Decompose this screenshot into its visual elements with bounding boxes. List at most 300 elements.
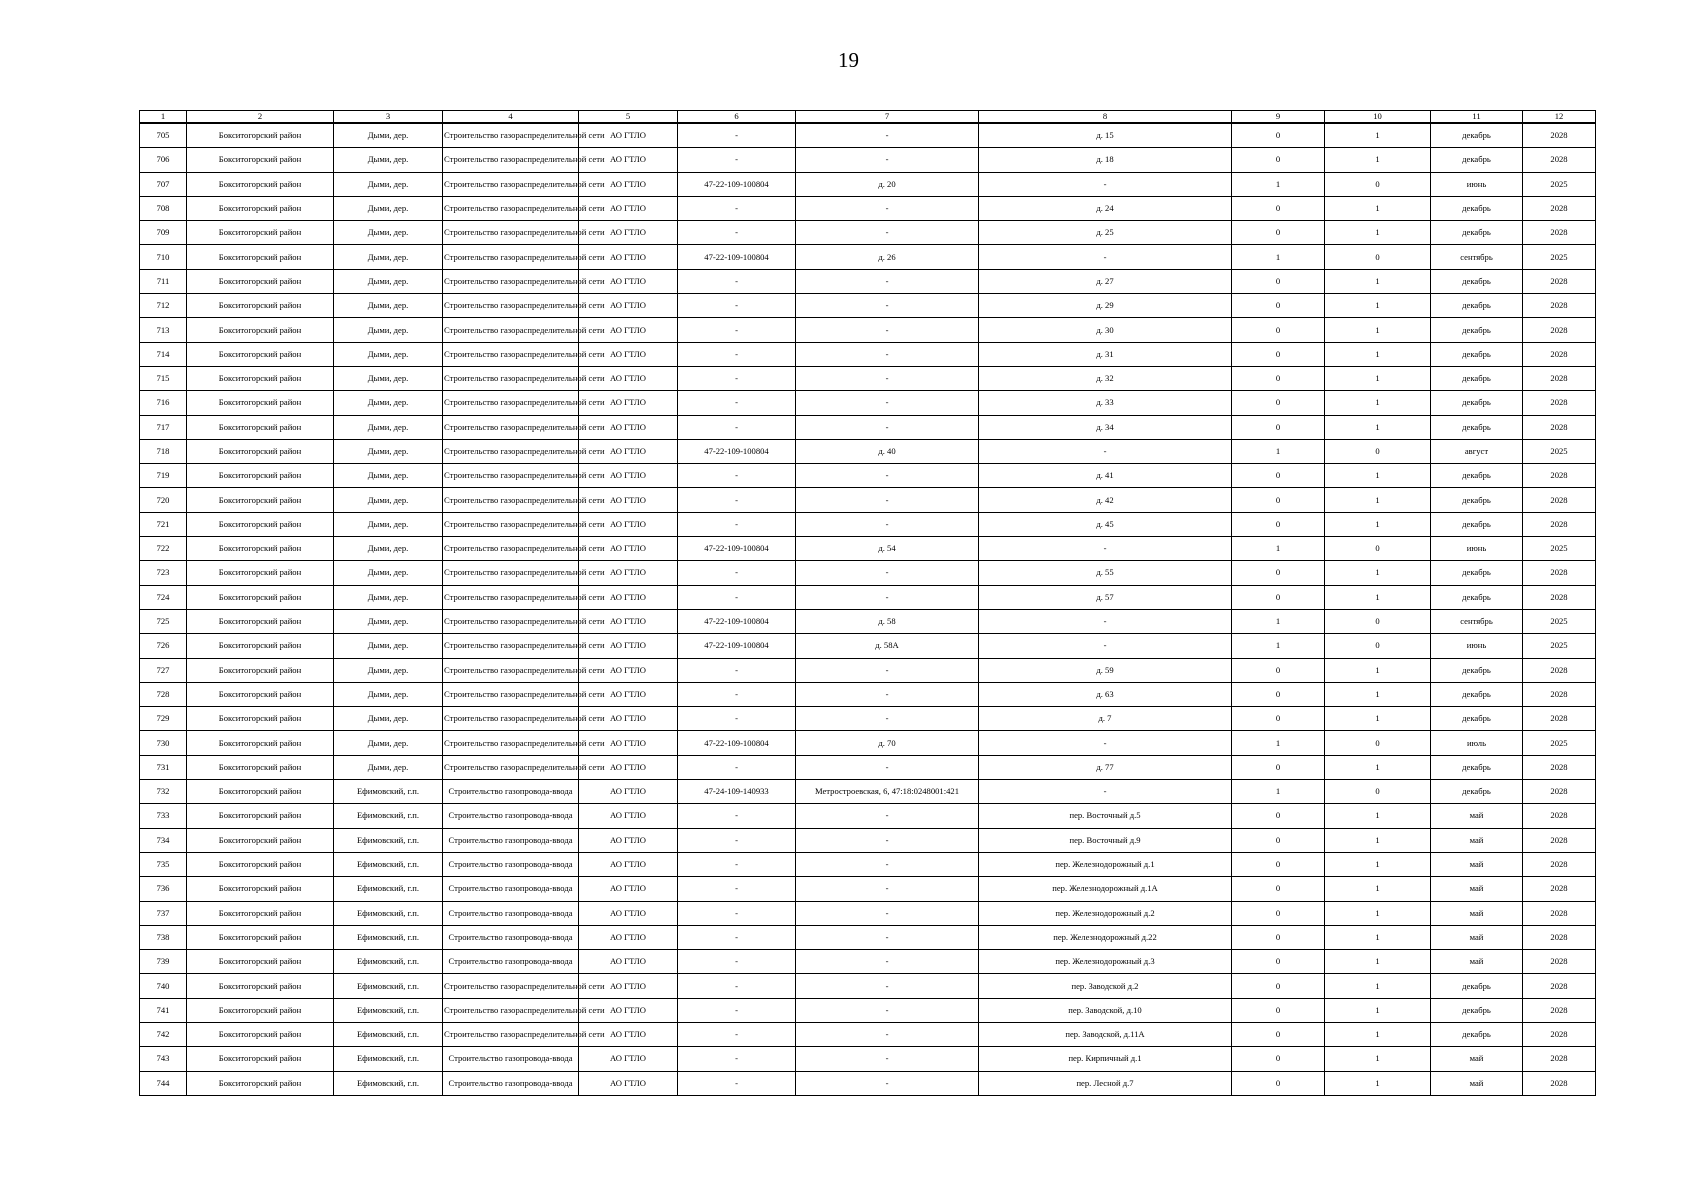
house-cell: - — [979, 439, 1232, 463]
year-cell: 2028 — [1523, 488, 1596, 512]
table-row — [140, 148, 1596, 172]
count-b-cell: 1 — [1325, 464, 1431, 488]
count-b-cell: 1 — [1325, 415, 1431, 439]
year-cell: 2025 — [1523, 609, 1596, 633]
district-cell: Бокситогорский район — [187, 561, 334, 585]
row-number-cell: 729 — [140, 707, 187, 731]
table-row — [140, 609, 1596, 633]
year-cell: 2025 — [1523, 731, 1596, 755]
month-cell: сентябрь — [1431, 609, 1523, 633]
project-code-cell: - — [678, 269, 796, 293]
month-cell: август — [1431, 439, 1523, 463]
count-b-cell: 1 — [1325, 804, 1431, 828]
house-cell: пер. Заводской д.2 — [979, 974, 1232, 998]
settlement-cell: Ефимовский, г.п. — [334, 877, 443, 901]
count-b-cell: 0 — [1325, 780, 1431, 804]
table-row — [140, 901, 1596, 925]
count-b-cell: 1 — [1325, 196, 1431, 220]
project-code-cell: 47-24-109-140933 — [678, 780, 796, 804]
district-cell: Бокситогорский район — [187, 755, 334, 779]
operator-cell: АО ГТЛО — [579, 1071, 678, 1095]
count-b-cell: 1 — [1325, 1071, 1431, 1095]
month-cell: декабрь — [1431, 707, 1523, 731]
year-cell: 2028 — [1523, 925, 1596, 949]
year-cell: 2028 — [1523, 1022, 1596, 1046]
house-cell: д. 15 — [979, 123, 1232, 148]
count-a-cell: 0 — [1232, 488, 1325, 512]
table-row — [140, 391, 1596, 415]
count-a-cell: 0 — [1232, 269, 1325, 293]
settlement-cell: Дыми, дер. — [334, 561, 443, 585]
project-code-cell: - — [678, 950, 796, 974]
table-row — [140, 512, 1596, 536]
year-cell: 2025 — [1523, 439, 1596, 463]
district-cell: Бокситогорский район — [187, 877, 334, 901]
settlement-cell: Дыми, дер. — [334, 294, 443, 318]
project-code-cell: - — [678, 828, 796, 852]
operator-cell: АО ГТЛО — [579, 269, 678, 293]
count-b-cell: 1 — [1325, 148, 1431, 172]
address-cell: - — [796, 366, 979, 390]
address-cell: - — [796, 852, 979, 876]
address-cell: - — [796, 148, 979, 172]
operator-cell: АО ГТЛО — [579, 658, 678, 682]
project-code-cell: 47-22-109-100804 — [678, 439, 796, 463]
address-cell: д. 40 — [796, 439, 979, 463]
count-a-cell: 0 — [1232, 318, 1325, 342]
house-cell: д. 31 — [979, 342, 1232, 366]
month-cell: декабрь — [1431, 196, 1523, 220]
operator-cell: АО ГТЛО — [579, 391, 678, 415]
row-number-cell: 737 — [140, 901, 187, 925]
operator-cell: АО ГТЛО — [579, 318, 678, 342]
table-row — [140, 318, 1596, 342]
address-cell: - — [796, 512, 979, 536]
project-code-cell: - — [678, 755, 796, 779]
settlement-cell: Дыми, дер. — [334, 221, 443, 245]
district-cell: Бокситогорский район — [187, 537, 334, 561]
address-cell: - — [796, 318, 979, 342]
year-cell: 2028 — [1523, 294, 1596, 318]
address-cell: д. 20 — [796, 172, 979, 196]
address-cell: - — [796, 294, 979, 318]
settlement-cell: Ефимовский, г.п. — [334, 1047, 443, 1071]
count-b-cell: 1 — [1325, 366, 1431, 390]
count-a-cell: 0 — [1232, 123, 1325, 148]
month-cell: декабрь — [1431, 658, 1523, 682]
project-code-cell: - — [678, 998, 796, 1022]
count-a-cell: 0 — [1232, 512, 1325, 536]
year-cell: 2025 — [1523, 245, 1596, 269]
month-cell: декабрь — [1431, 682, 1523, 706]
year-cell: 2028 — [1523, 342, 1596, 366]
table-row — [140, 1022, 1596, 1046]
column-header: 8 — [979, 111, 1232, 124]
address-cell: - — [796, 682, 979, 706]
month-cell: декабрь — [1431, 512, 1523, 536]
year-cell: 2028 — [1523, 1047, 1596, 1071]
work-type-cell: Строительство газопровода-ввода — [443, 828, 579, 852]
column-header: 12 — [1523, 111, 1596, 124]
house-cell: д. 45 — [979, 512, 1232, 536]
settlement-cell: Дыми, дер. — [334, 196, 443, 220]
operator-cell: АО ГТЛО — [579, 780, 678, 804]
count-b-cell: 1 — [1325, 658, 1431, 682]
count-b-cell: 1 — [1325, 342, 1431, 366]
district-cell: Бокситогорский район — [187, 925, 334, 949]
year-cell: 2025 — [1523, 634, 1596, 658]
operator-cell: АО ГТЛО — [579, 682, 678, 706]
address-cell: - — [796, 998, 979, 1022]
year-cell: 2028 — [1523, 415, 1596, 439]
work-type-cell: Строительство газопровода-ввода — [443, 901, 579, 925]
district-cell: Бокситогорский район — [187, 148, 334, 172]
month-cell: май — [1431, 1071, 1523, 1095]
row-number-cell: 744 — [140, 1071, 187, 1095]
house-cell: - — [979, 780, 1232, 804]
operator-cell: АО ГТЛО — [579, 294, 678, 318]
operator-cell: АО ГТЛО — [579, 950, 678, 974]
settlement-cell: Дыми, дер. — [334, 585, 443, 609]
count-a-cell: 0 — [1232, 682, 1325, 706]
work-type-cell: Строительство газораспределительной сети — [443, 464, 579, 488]
work-type-cell: Строительство газораспределительной сети — [443, 366, 579, 390]
house-cell: пер. Железнодорожный д.1А — [979, 877, 1232, 901]
address-cell: - — [796, 561, 979, 585]
operator-cell: АО ГТЛО — [579, 172, 678, 196]
year-cell: 2028 — [1523, 804, 1596, 828]
year-cell: 2028 — [1523, 123, 1596, 148]
operator-cell: АО ГТЛО — [579, 196, 678, 220]
count-b-cell: 1 — [1325, 561, 1431, 585]
operator-cell: АО ГТЛО — [579, 1047, 678, 1071]
year-cell: 2028 — [1523, 148, 1596, 172]
operator-cell: АО ГТЛО — [579, 415, 678, 439]
count-b-cell: 1 — [1325, 488, 1431, 512]
row-number-cell: 727 — [140, 658, 187, 682]
work-type-cell: Строительство газораспределительной сети — [443, 731, 579, 755]
district-cell: Бокситогорский район — [187, 366, 334, 390]
operator-cell: АО ГТЛО — [579, 221, 678, 245]
row-number-cell: 706 — [140, 148, 187, 172]
year-cell: 2028 — [1523, 852, 1596, 876]
address-cell: - — [796, 1022, 979, 1046]
year-cell: 2028 — [1523, 561, 1596, 585]
address-cell: - — [796, 707, 979, 731]
month-cell: декабрь — [1431, 221, 1523, 245]
count-b-cell: 1 — [1325, 901, 1431, 925]
operator-cell: АО ГТЛО — [579, 609, 678, 633]
row-number-cell: 715 — [140, 366, 187, 390]
district-cell: Бокситогорский район — [187, 585, 334, 609]
district-cell: Бокситогорский район — [187, 901, 334, 925]
row-number-cell: 720 — [140, 488, 187, 512]
project-code-cell: 47-22-109-100804 — [678, 537, 796, 561]
count-a-cell: 1 — [1232, 245, 1325, 269]
month-cell: декабрь — [1431, 366, 1523, 390]
address-cell: - — [796, 221, 979, 245]
table-body — [140, 123, 1596, 1095]
work-type-cell: Строительство газораспределительной сети — [443, 1022, 579, 1046]
count-a-cell: 0 — [1232, 366, 1325, 390]
district-cell: Бокситогорский район — [187, 391, 334, 415]
house-cell: пер. Железнодорожный д.3 — [979, 950, 1232, 974]
count-b-cell: 1 — [1325, 925, 1431, 949]
settlement-cell: Дыми, дер. — [334, 658, 443, 682]
row-number-cell: 741 — [140, 998, 187, 1022]
operator-cell: АО ГТЛО — [579, 828, 678, 852]
district-cell: Бокситогорский район — [187, 1047, 334, 1071]
settlement-cell: Дыми, дер. — [334, 634, 443, 658]
table-row — [140, 294, 1596, 318]
operator-cell: АО ГТЛО — [579, 877, 678, 901]
work-type-cell: Строительство газораспределительной сети — [443, 123, 579, 148]
settlement-cell: Ефимовский, г.п. — [334, 1022, 443, 1046]
address-cell: - — [796, 1047, 979, 1071]
row-number-cell: 734 — [140, 828, 187, 852]
count-b-cell: 1 — [1325, 755, 1431, 779]
month-cell: май — [1431, 877, 1523, 901]
work-type-cell: Строительство газораспределительной сети — [443, 342, 579, 366]
month-cell: декабрь — [1431, 1022, 1523, 1046]
operator-cell: АО ГТЛО — [579, 974, 678, 998]
address-cell: - — [796, 901, 979, 925]
project-code-cell: 47-22-109-100804 — [678, 609, 796, 633]
month-cell: май — [1431, 1047, 1523, 1071]
work-type-cell: Строительство газораспределительной сети — [443, 269, 579, 293]
count-a-cell: 0 — [1232, 1047, 1325, 1071]
project-code-cell: - — [678, 852, 796, 876]
count-a-cell: 1 — [1232, 609, 1325, 633]
row-number-cell: 740 — [140, 974, 187, 998]
project-code-cell: - — [678, 342, 796, 366]
count-a-cell: 0 — [1232, 901, 1325, 925]
settlement-cell: Дыми, дер. — [334, 609, 443, 633]
count-a-cell: 0 — [1232, 221, 1325, 245]
column-header: 11 — [1431, 111, 1523, 124]
house-cell: - — [979, 609, 1232, 633]
count-a-cell: 0 — [1232, 998, 1325, 1022]
project-code-cell: 47-22-109-100804 — [678, 245, 796, 269]
count-a-cell: 0 — [1232, 707, 1325, 731]
district-cell: Бокситогорский район — [187, 294, 334, 318]
column-header: 6 — [678, 111, 796, 124]
table-row — [140, 658, 1596, 682]
operator-cell: АО ГТЛО — [579, 342, 678, 366]
house-cell: д. 30 — [979, 318, 1232, 342]
count-a-cell: 1 — [1232, 780, 1325, 804]
operator-cell: АО ГТЛО — [579, 925, 678, 949]
house-cell: пер. Восточный д.5 — [979, 804, 1232, 828]
month-cell: декабрь — [1431, 998, 1523, 1022]
work-type-cell: Строительство газораспределительной сети — [443, 755, 579, 779]
address-cell: - — [796, 658, 979, 682]
row-number-cell: 735 — [140, 852, 187, 876]
month-cell: июль — [1431, 731, 1523, 755]
row-number-cell: 730 — [140, 731, 187, 755]
project-code-cell: - — [678, 123, 796, 148]
count-b-cell: 1 — [1325, 852, 1431, 876]
month-cell: декабрь — [1431, 294, 1523, 318]
project-code-cell: - — [678, 682, 796, 706]
house-cell: пер. Заводской, д.10 — [979, 998, 1232, 1022]
year-cell: 2028 — [1523, 950, 1596, 974]
address-cell: Метростроевская, 6, 47:18:0248001:421 — [796, 780, 979, 804]
project-code-cell: - — [678, 1022, 796, 1046]
table-row — [140, 682, 1596, 706]
address-cell: - — [796, 269, 979, 293]
month-cell: май — [1431, 950, 1523, 974]
work-type-cell: Строительство газораспределительной сети — [443, 609, 579, 633]
address-cell: - — [796, 755, 979, 779]
table-row — [140, 974, 1596, 998]
work-type-cell: Строительство газораспределительной сети — [443, 537, 579, 561]
table-row — [140, 537, 1596, 561]
column-header: 4 — [443, 111, 579, 124]
district-cell: Бокситогорский район — [187, 221, 334, 245]
month-cell: июнь — [1431, 537, 1523, 561]
project-code-cell: - — [678, 148, 796, 172]
year-cell: 2028 — [1523, 366, 1596, 390]
settlement-cell: Ефимовский, г.п. — [334, 852, 443, 876]
project-code-cell: - — [678, 585, 796, 609]
count-b-cell: 1 — [1325, 682, 1431, 706]
year-cell: 2025 — [1523, 172, 1596, 196]
month-cell: май — [1431, 804, 1523, 828]
address-cell: - — [796, 950, 979, 974]
count-b-cell: 1 — [1325, 707, 1431, 731]
house-cell: - — [979, 172, 1232, 196]
settlement-cell: Ефимовский, г.п. — [334, 974, 443, 998]
month-cell: сентябрь — [1431, 245, 1523, 269]
count-a-cell: 0 — [1232, 464, 1325, 488]
address-cell: - — [796, 196, 979, 220]
row-number-cell: 708 — [140, 196, 187, 220]
house-cell: пер. Лесной д.7 — [979, 1071, 1232, 1095]
project-code-cell: 47-22-109-100804 — [678, 731, 796, 755]
row-number-cell: 723 — [140, 561, 187, 585]
project-code-cell: - — [678, 561, 796, 585]
column-header: 7 — [796, 111, 979, 124]
count-b-cell: 1 — [1325, 998, 1431, 1022]
project-code-cell: - — [678, 1047, 796, 1071]
month-cell: декабрь — [1431, 342, 1523, 366]
work-type-cell: Строительство газораспределительной сети — [443, 196, 579, 220]
project-code-cell: 47-22-109-100804 — [678, 634, 796, 658]
count-a-cell: 1 — [1232, 634, 1325, 658]
settlement-cell: Ефимовский, г.п. — [334, 998, 443, 1022]
settlement-cell: Ефимовский, г.п. — [334, 925, 443, 949]
district-cell: Бокситогорский район — [187, 658, 334, 682]
count-a-cell: 0 — [1232, 974, 1325, 998]
month-cell: май — [1431, 852, 1523, 876]
project-code-cell: - — [678, 221, 796, 245]
count-b-cell: 0 — [1325, 634, 1431, 658]
work-type-cell: Строительство газораспределительной сети — [443, 318, 579, 342]
count-b-cell: 1 — [1325, 1022, 1431, 1046]
address-cell: - — [796, 877, 979, 901]
project-code-cell: - — [678, 512, 796, 536]
work-type-cell: Строительство газопровода-ввода — [443, 780, 579, 804]
district-cell: Бокситогорский район — [187, 439, 334, 463]
count-b-cell: 1 — [1325, 294, 1431, 318]
address-cell: - — [796, 925, 979, 949]
settlement-cell: Дыми, дер. — [334, 731, 443, 755]
year-cell: 2028 — [1523, 877, 1596, 901]
settlement-cell: Дыми, дер. — [334, 269, 443, 293]
work-type-cell: Строительство газораспределительной сети — [443, 512, 579, 536]
work-type-cell: Строительство газораспределительной сети — [443, 415, 579, 439]
project-code-cell: - — [678, 925, 796, 949]
month-cell: декабрь — [1431, 561, 1523, 585]
address-cell: д. 26 — [796, 245, 979, 269]
house-cell: д. 32 — [979, 366, 1232, 390]
address-cell: - — [796, 123, 979, 148]
table-row — [140, 245, 1596, 269]
operator-cell: АО ГТЛО — [579, 585, 678, 609]
column-header: 2 — [187, 111, 334, 124]
operator-cell: АО ГТЛО — [579, 488, 678, 512]
table-row — [140, 634, 1596, 658]
count-a-cell: 0 — [1232, 1071, 1325, 1095]
settlement-cell: Дыми, дер. — [334, 439, 443, 463]
count-a-cell: 0 — [1232, 828, 1325, 852]
district-cell: Бокситогорский район — [187, 172, 334, 196]
house-cell: - — [979, 537, 1232, 561]
month-cell: декабрь — [1431, 415, 1523, 439]
district-cell: Бокситогорский район — [187, 1071, 334, 1095]
count-b-cell: 1 — [1325, 828, 1431, 852]
settlement-cell: Ефимовский, г.п. — [334, 804, 443, 828]
month-cell: декабрь — [1431, 123, 1523, 148]
house-cell: пер. Железнодорожный д.22 — [979, 925, 1232, 949]
count-a-cell: 0 — [1232, 148, 1325, 172]
table-row — [140, 828, 1596, 852]
year-cell: 2028 — [1523, 1071, 1596, 1095]
year-cell: 2028 — [1523, 585, 1596, 609]
work-type-cell: Строительство газопровода-ввода — [443, 804, 579, 828]
project-code-cell: - — [678, 366, 796, 390]
settlement-cell: Ефимовский, г.п. — [334, 1071, 443, 1095]
count-b-cell: 1 — [1325, 269, 1431, 293]
count-a-cell: 0 — [1232, 391, 1325, 415]
settlement-cell: Дыми, дер. — [334, 318, 443, 342]
row-number-cell: 731 — [140, 755, 187, 779]
work-type-cell: Строительство газопровода-ввода — [443, 1047, 579, 1071]
project-code-cell: - — [678, 464, 796, 488]
count-b-cell: 1 — [1325, 950, 1431, 974]
row-number-cell: 732 — [140, 780, 187, 804]
month-cell: май — [1431, 828, 1523, 852]
table-row — [140, 439, 1596, 463]
count-b-cell: 0 — [1325, 537, 1431, 561]
year-cell: 2028 — [1523, 269, 1596, 293]
settlement-cell: Дыми, дер. — [334, 172, 443, 196]
settlement-cell: Дыми, дер. — [334, 245, 443, 269]
year-cell: 2028 — [1523, 318, 1596, 342]
house-cell: пер. Заводской, д.11А — [979, 1022, 1232, 1046]
row-number-cell: 738 — [140, 925, 187, 949]
work-type-cell: Строительство газораспределительной сети — [443, 245, 579, 269]
house-cell: - — [979, 245, 1232, 269]
year-cell: 2028 — [1523, 658, 1596, 682]
house-cell: д. 63 — [979, 682, 1232, 706]
month-cell: декабрь — [1431, 269, 1523, 293]
house-cell: д. 42 — [979, 488, 1232, 512]
year-cell: 2028 — [1523, 707, 1596, 731]
district-cell: Бокситогорский район — [187, 464, 334, 488]
row-number-cell: 710 — [140, 245, 187, 269]
